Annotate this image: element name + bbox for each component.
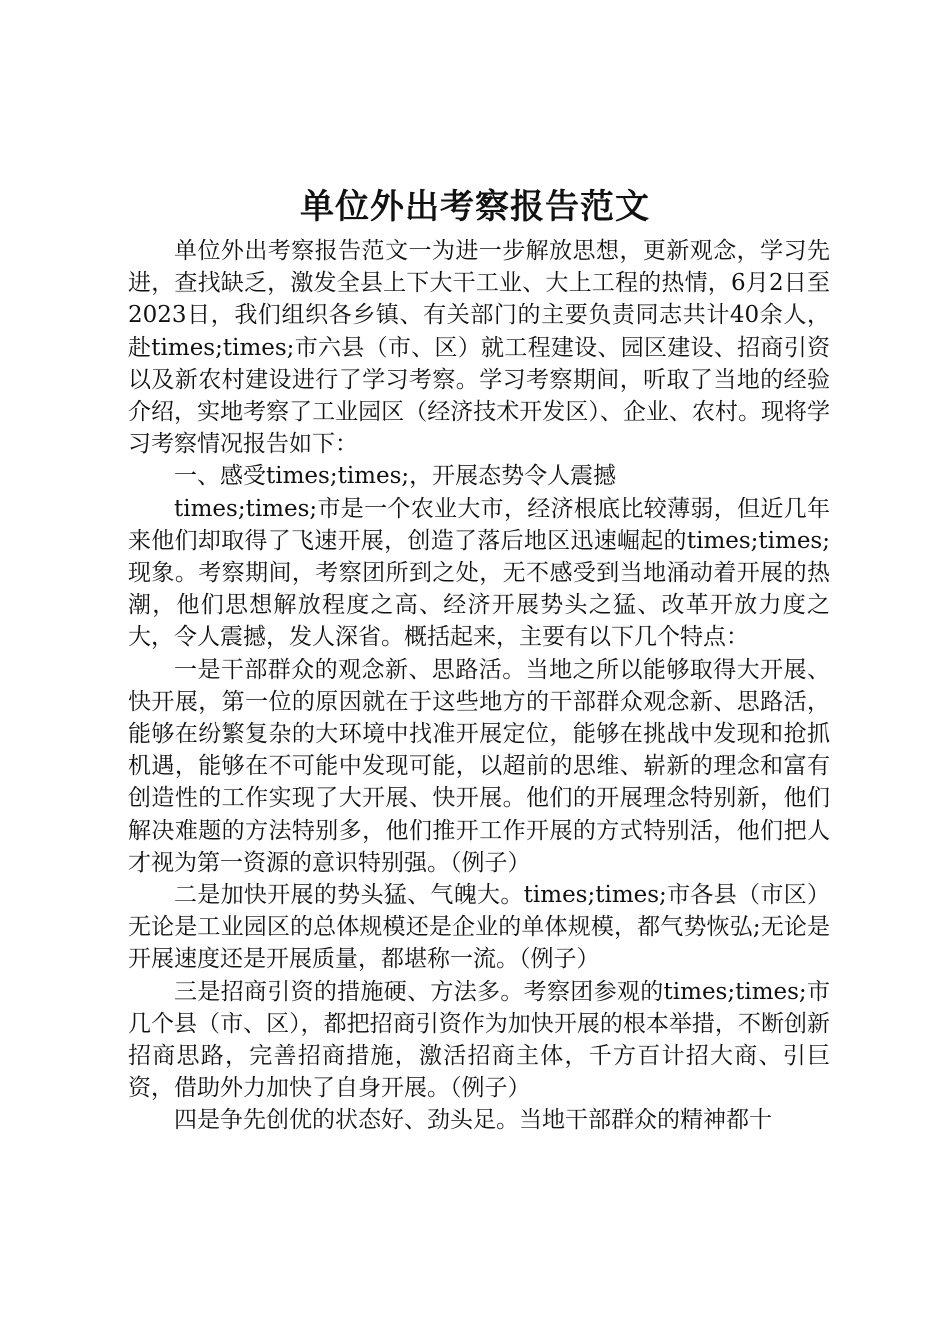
paragraph-point-4: 四是争先创优的状态好、劲头足。当地干部群众的精神都十 <box>174 1107 772 1134</box>
paragraph-point-2: 二是加快开展的势头猛、气魄大。times;times;市各县（市区）无论是工业园区的总体规模还是企业的单体规模，都气势恢弘;无论是开展速度还是开展质量，都堪称一流。（例子） <box>128 882 830 973</box>
paragraph-point-1: 一是干部群众的观念新、思路活。当地之所以能够取得大开展、快开展，第一位的原因就在于这些地方的干部群众观念新、思路活，能够在纷繁复杂的大环境中找准开展定位，能够在挑战中发现和抢抓机遇，能够在不可能中发现可能，以超前的思维、崭新的理念和富有创造性的工作实现了大开展、快开展。他们的开展理念特别新，他们解决难题的方法特别多，他们推开工作开展的方式特别活，他们把人才视为第一资源的意识特别强。（例子） <box>128 656 830 876</box>
paragraph-overview: times;times;市是一个农业大市，经济根底比较薄弱，但近几年来他们却取得了飞速开展，创造了落后地区迅速崛起的times;times;现象。考察期间，考察团所到之处，无不感受到当地涌动着开展的热潮，他们思想解放程度之高、经济开展势头之猛、改革开放力度之大，令人震撼，发人深省。概括起来，主要有以下几个特点： <box>128 495 830 651</box>
document-title: 单位外出考察报告范文 <box>300 187 650 227</box>
document-body <box>128 235 830 1137</box>
paragraph-intro: 单位外出考察报告范文一为进一步解放思想，更新观念，学习先进，查找缺乏，激发全县上下大干工业、大上工程的热情，6月2日至2023日，我们组织各乡镇、有关部门的主要负责同志共计40余人，赴times;times;市六县（市、区）就工程建设、园区建设、招商引资以及新农村建设进行了学习考察。学习考察期间，听取了当地的经验介绍，实地考察了工业园区（经济技术开发区）、企业、农村。现将学习考察情况报告如下： <box>128 238 830 458</box>
paragraph-point-3: 三是招商引资的措施硬、方法多。考察团参观的times;times;市几个县（市、区），都把招商引资作为加快开展的根本举措，不断创新招商思路，完善招商措施，激活招商主体，千方百计招大商、引巨资，借助外力加快了自身开展。（例子） <box>128 978 830 1102</box>
section-heading-1: 一、感受times;times;，开展态势令人震撼 <box>174 463 617 490</box>
